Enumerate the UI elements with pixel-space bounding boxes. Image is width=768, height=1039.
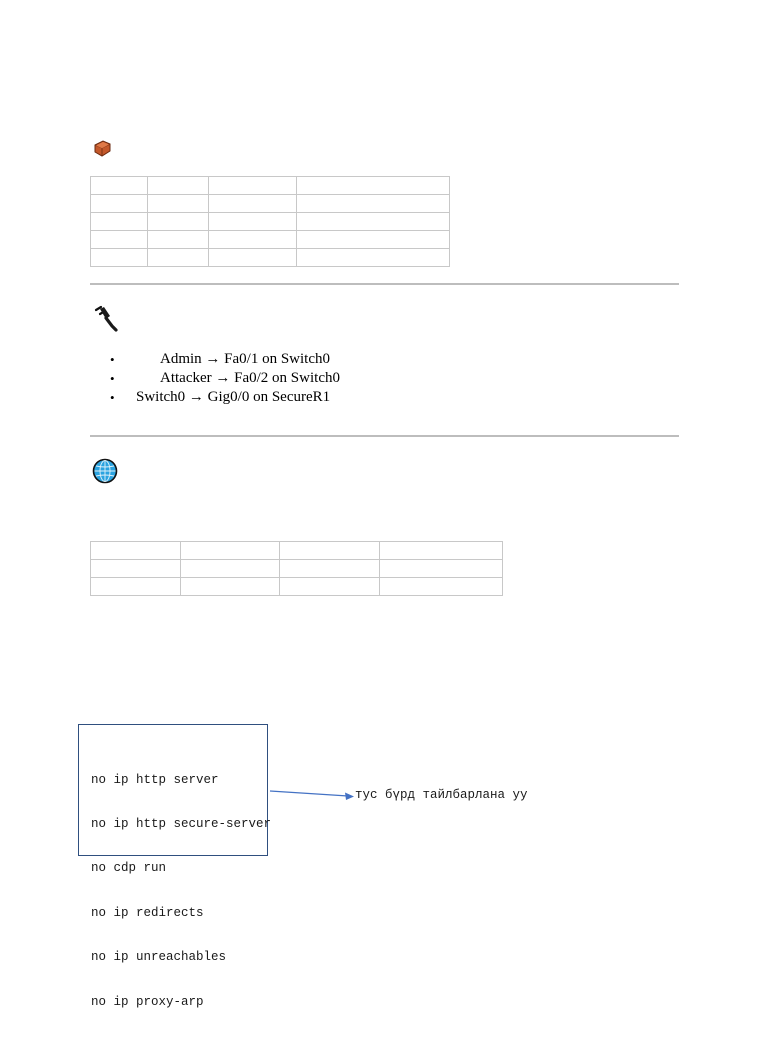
table-cell	[180, 542, 279, 560]
table-cell	[91, 560, 181, 578]
code-line: no ip http secure-server	[91, 816, 272, 831]
table-cell	[208, 213, 297, 231]
arrow-connector	[268, 785, 358, 805]
table-cell	[91, 195, 148, 213]
code-line: no ip proxy-arp	[91, 994, 204, 1009]
table-cell	[91, 213, 148, 231]
table-cell	[91, 249, 148, 267]
code-line: no ip unreachables	[91, 950, 227, 965]
list-item	[110, 369, 340, 388]
table-cell	[91, 542, 181, 560]
table-row	[91, 560, 503, 578]
table-cell	[279, 560, 380, 578]
table-cell	[279, 542, 380, 560]
table-cell	[91, 578, 181, 596]
code-box	[78, 724, 272, 1009]
table-cell	[91, 177, 148, 195]
divider	[90, 435, 679, 437]
table-cell	[147, 213, 208, 231]
table-row	[91, 195, 450, 213]
plug-icon	[92, 304, 120, 334]
table-row	[91, 578, 503, 596]
table-cell	[147, 195, 208, 213]
table-cell	[297, 213, 450, 231]
table-cell	[297, 177, 450, 195]
table-row	[91, 249, 450, 267]
table-cell	[208, 249, 297, 267]
code-line: no ip http server	[91, 772, 219, 787]
table-cell	[208, 231, 297, 249]
table-cell	[380, 542, 503, 560]
table-cell	[380, 560, 503, 578]
code-line: no cdp run	[91, 861, 167, 876]
table-cell	[147, 177, 208, 195]
table-cell	[208, 177, 297, 195]
table-cell	[380, 578, 503, 596]
table-cell	[279, 578, 380, 596]
table-cell	[208, 195, 297, 213]
table-cell	[297, 231, 450, 249]
list-item	[110, 388, 340, 407]
divider	[90, 283, 679, 285]
table-section3	[90, 541, 503, 596]
table-cell	[147, 231, 208, 249]
table-row	[91, 542, 503, 560]
connection-text: Switch0 → Gig0/0 on SecureR1	[136, 389, 331, 405]
table-cell	[297, 249, 450, 267]
code-line: no ip redirects	[91, 905, 204, 920]
table-row	[91, 177, 450, 195]
connection-text: Attacker → Fa0/2 on Switch0	[160, 370, 340, 386]
table-cell	[91, 231, 148, 249]
table-cell	[180, 560, 279, 578]
brick-icon	[92, 138, 112, 158]
code-lines	[91, 743, 271, 1039]
table-cell	[180, 578, 279, 596]
table-cell	[297, 195, 450, 213]
table-cell	[147, 249, 208, 267]
connection-text: Admin → Fa0/1 on Switch0	[160, 351, 331, 367]
table-section1	[90, 176, 450, 267]
connection-list	[110, 350, 340, 407]
table-row	[91, 231, 450, 249]
list-item	[110, 350, 340, 369]
annotation-note: тус бүрд тайлбарлана уу	[355, 788, 528, 802]
globe-icon	[92, 458, 118, 484]
table-row	[91, 213, 450, 231]
